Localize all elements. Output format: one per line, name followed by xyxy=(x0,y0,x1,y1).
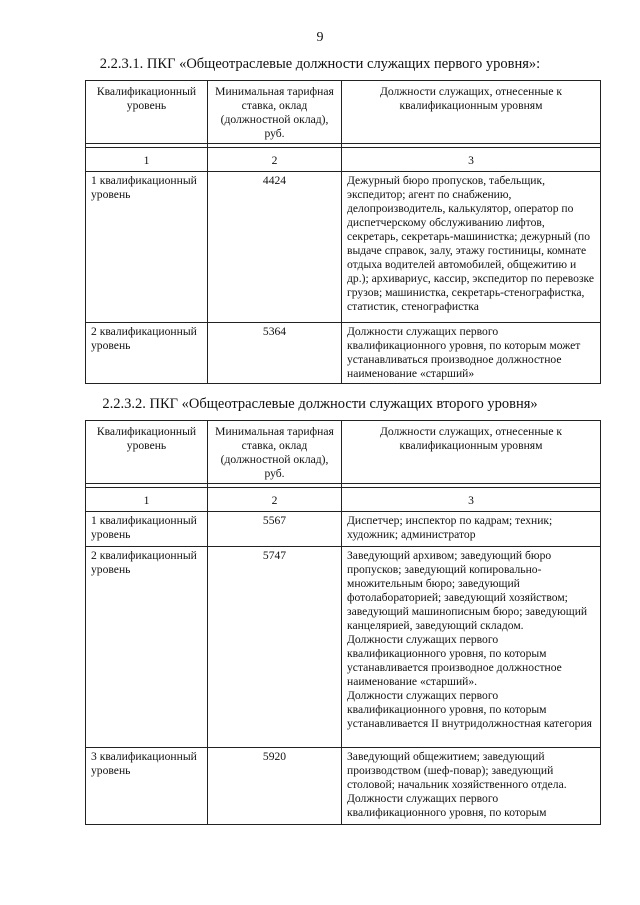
level-cell: 2 квалификационный уровень xyxy=(86,323,208,384)
rate-cell: 5364 xyxy=(208,323,342,384)
rate-cell: 5747 xyxy=(208,547,342,748)
positions-paragraph: Должности служащих первого квалификационного уровня, по которым xyxy=(347,792,547,819)
column-number-row xyxy=(86,488,601,512)
table-row xyxy=(86,512,601,547)
header-rate: Минимальная тарифная ставка, оклад (должностной оклад), руб. xyxy=(208,81,342,144)
table-row xyxy=(86,172,601,323)
table-row xyxy=(86,547,601,748)
header-level: Квалификационный уровень xyxy=(86,81,208,144)
column-number: 1 xyxy=(86,488,208,512)
page-number: 9 xyxy=(316,30,324,45)
rate-cell: 5567 xyxy=(208,512,342,547)
table-header-row xyxy=(86,81,601,144)
positions-cell: Должности служащих первого квалификационного уровня, по которым может устанавливаться производное должностное наименование «старший» xyxy=(342,323,601,384)
table-row xyxy=(86,323,601,384)
column-number: 2 xyxy=(208,488,342,512)
column-number-row xyxy=(86,148,601,172)
positions-cell xyxy=(342,748,601,825)
positions-paragraph: Должности служащих первого квалификационного уровня, по которым устанавливается производное должностное наименование «старший». xyxy=(347,633,562,688)
header-level: Квалификационный уровень xyxy=(86,421,208,484)
section-title-second-level: 2.2.3.2. ПКГ «Общеотраслевые должности служащих второго уровня» xyxy=(102,396,538,412)
column-number: 3 xyxy=(342,148,601,172)
positions-paragraph: Заведующий архивом; заведующий бюро пропусков; заведующий копировально-множительным бюро; заведующий фотолабораторией; заведующий хозяйством; заведующий машинописным бюро; заведующий канцелярией, заведующий складом. xyxy=(347,549,588,632)
column-number: 3 xyxy=(342,488,601,512)
header-rate: Минимальная тарифная ставка, оклад (должностной оклад), руб. xyxy=(208,421,342,484)
table-second-level xyxy=(85,420,601,825)
level-cell: 3 квалификационный уровень xyxy=(86,748,208,825)
positions-cell: Дежурный бюро пропусков, табельщик, экспедитор; агент по снабжению, делопроизводитель, калькулятор, оператор по диспетчерскому обслуживанию лифтов, секретарь, секретарь-машинистка; дежурный (по выдаче справок, залу, этажу гостиницы, комнате отдыха водителей автомобилей, общежитию и др.); архивариус, кассир, экспедитор по перевозке грузов; машинистка, секретарь-стенографистка, статистик, стенографистка xyxy=(342,172,601,323)
header-positions: Должности служащих, отнесенные к квалификационным уровням xyxy=(342,81,601,144)
header-positions: Должности служащих, отнесенные к квалификационным уровням xyxy=(342,421,601,484)
positions-paragraph: Заведующий общежитием; заведующий производством (шеф-повар); заведующий столовой; начальник хозяйственного отдела. xyxy=(347,750,567,791)
level-cell: 2 квалификационный уровень xyxy=(86,547,208,748)
level-cell: 1 квалификационный уровень xyxy=(86,512,208,547)
section-title-first-level: 2.2.3.1. ПКГ «Общеотраслевые должности служащих первого уровня»: xyxy=(99,56,541,72)
rate-cell: 4424 xyxy=(208,172,342,323)
positions-cell xyxy=(342,547,601,748)
level-cell: 1 квалификационный уровень xyxy=(86,172,208,323)
positions-paragraph: Должности служащих первого квалификационного уровня, по которым устанавливается II внутридолжностная категория xyxy=(347,689,592,730)
positions-cell: Диспетчер; инспектор по кадрам; техник; художник; администратор xyxy=(342,512,601,547)
table-header-row xyxy=(86,421,601,484)
table-row xyxy=(86,748,601,825)
rate-cell: 5920 xyxy=(208,748,342,825)
column-number: 1 xyxy=(86,148,208,172)
column-number: 2 xyxy=(208,148,342,172)
table-first-level xyxy=(85,80,601,384)
